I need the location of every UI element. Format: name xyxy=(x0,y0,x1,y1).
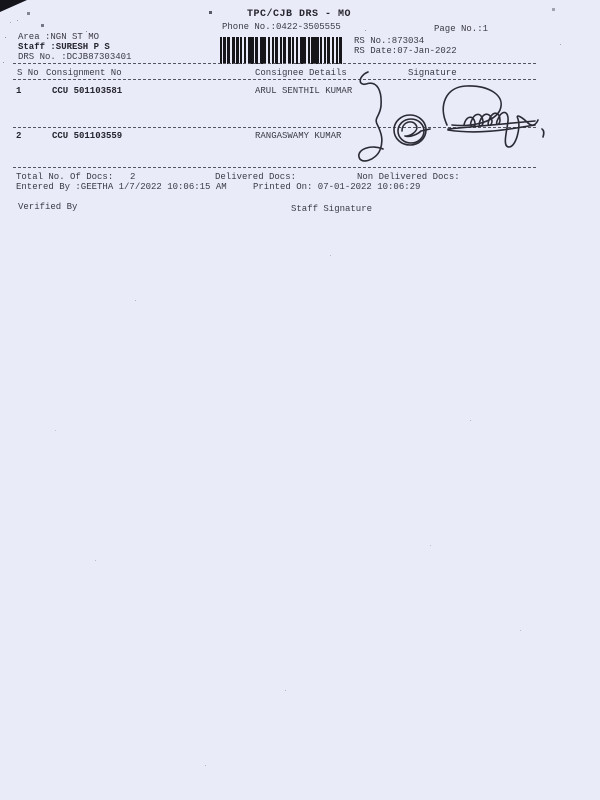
handwritten-signature xyxy=(330,65,590,185)
drs-number-field: DRS No. :DCJB87303401 xyxy=(18,52,132,62)
scan-corner-artifact xyxy=(0,0,27,12)
document-title: TPC/CJB DRS - MO xyxy=(247,9,352,20)
row-serial-number: 2 xyxy=(16,131,22,141)
column-header-consignee: Consignee Details xyxy=(255,68,347,78)
non-delivered-docs-label: Non Delivered Docs: xyxy=(357,172,460,182)
row-consignee-name: RANGASWAMY KUMAR xyxy=(255,131,342,141)
column-header-consignment: Consignment No xyxy=(46,68,122,78)
row-consignment-number: CCU 501103559 xyxy=(52,131,123,141)
total-docs-label: Total No. Of Docs: xyxy=(16,172,114,182)
row-serial-number: 1 xyxy=(16,86,22,96)
column-header-sno: S No xyxy=(17,68,39,78)
scan-noise-specks xyxy=(0,0,1,1)
staff-signature-label: Staff Signature xyxy=(291,204,373,214)
page-number: Page No.:1 xyxy=(434,24,489,34)
phone-number: Phone No.:0422-3505555 xyxy=(222,22,341,32)
column-header-signature: Signature xyxy=(408,68,457,78)
row-consignment-number: CCU 501103581 xyxy=(52,86,123,96)
area-field: Area :NGN ST MO xyxy=(18,32,100,42)
rs-date-field: RS Date:07-Jan-2022 xyxy=(354,46,457,56)
printed-on-field: Printed On: 07-01-2022 10:06:29 xyxy=(253,182,421,192)
total-docs-value: 2 xyxy=(130,172,136,182)
barcode-icon xyxy=(220,37,342,64)
verified-by-label: Verified By xyxy=(18,202,78,212)
delivered-docs-label: Delivered Docs: xyxy=(215,172,297,182)
row-consignee-name: ARUL SENTHIL KUMAR xyxy=(255,86,353,96)
rs-number-field: RS No.:873034 xyxy=(354,36,425,46)
entered-by-field: Entered By :GEETHA 1/7/2022 10:06:15 AM xyxy=(16,182,227,192)
staff-field: Staff :SURESH P S xyxy=(18,42,110,52)
